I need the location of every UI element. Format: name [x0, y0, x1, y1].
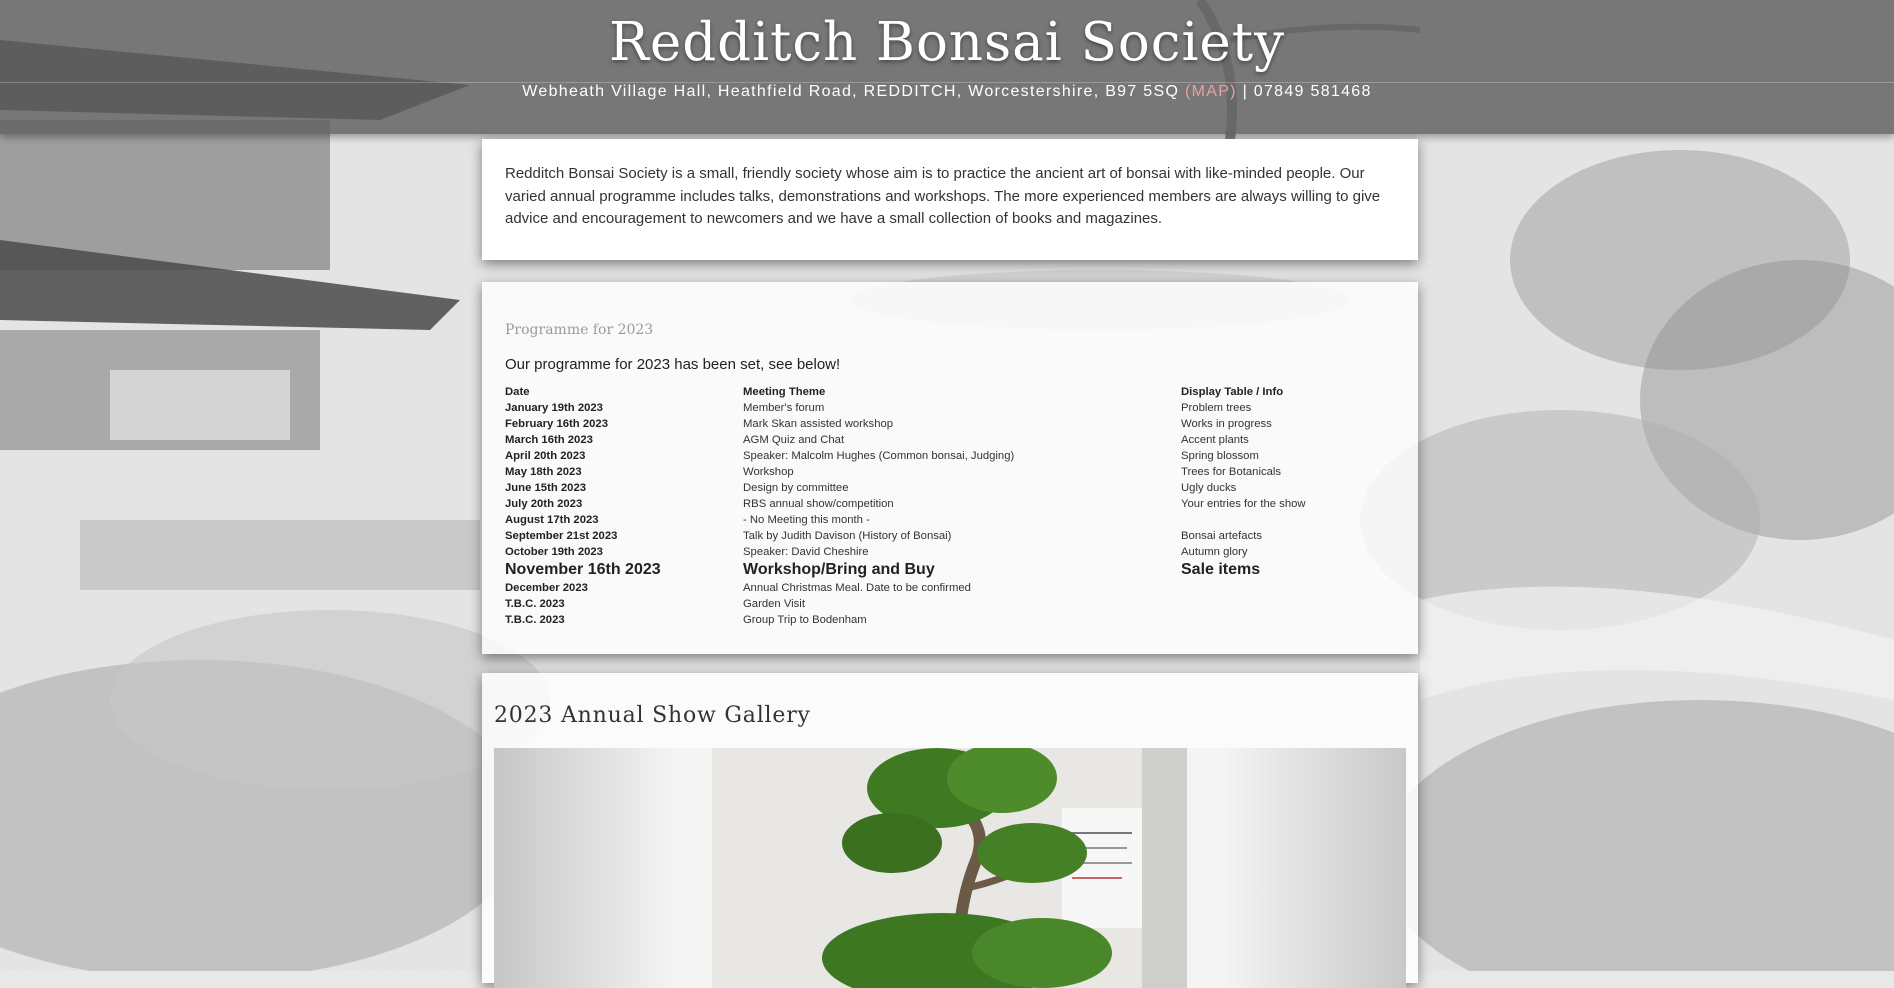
table-row — [505, 580, 1381, 596]
row-date: January 19th 2023 — [505, 402, 603, 414]
row-theme: Mark Skan assisted workshop — [743, 418, 894, 430]
intro-text: Redditch Bonsai Society is a small, friendly society whose aim is to practice the ancient art of bonsai with like-minded people. Our varied annual programme includes talks, demonstrations and workshops. The more experienced members are always willing to give advice and encouragement to newcomers and we have a small collection of books and magazines. — [505, 165, 1381, 227]
row-info — [1181, 512, 1381, 528]
programme-table — [505, 384, 1381, 628]
column-header-theme: Meeting Theme — [743, 386, 826, 398]
map-link[interactable]: (MAP) — [1184, 83, 1237, 100]
row-date: October 19th 2023 — [505, 546, 603, 558]
row-date: November 16th 2023 — [505, 561, 661, 578]
row-info: Your entries for the show — [1181, 498, 1306, 510]
table-row — [505, 416, 1381, 432]
row-info: Problem trees — [1181, 402, 1252, 414]
row-date: May 18th 2023 — [505, 466, 582, 478]
site-title[interactable]: Redditch Bonsai Society — [608, 12, 1286, 73]
row-date: September 21st 2023 — [505, 530, 618, 542]
address-text: Webheath Village Hall, Heathfield Road, REDDITCH, Worcestershire, B97 5SQ — [522, 83, 1180, 100]
row-theme: Workshop — [743, 466, 794, 478]
row-info — [1181, 612, 1381, 628]
row-theme: Talk by Judith Davison (History of Bonsai) — [743, 530, 952, 542]
header-divider — [0, 82, 1894, 83]
table-row — [505, 596, 1381, 612]
table-row — [505, 400, 1381, 416]
row-info: Accent plants — [1181, 434, 1249, 446]
row-date: T.B.C. 2023 — [505, 614, 565, 626]
row-date: T.B.C. 2023 — [505, 598, 565, 610]
row-theme: Design by committee — [743, 482, 849, 494]
row-info: Ugly ducks — [1181, 482, 1237, 494]
table-row — [505, 496, 1381, 512]
row-date: June 15th 2023 — [505, 482, 587, 494]
row-date: March 16th 2023 — [505, 434, 593, 446]
table-row — [505, 448, 1381, 464]
row-theme: Annual Christmas Meal. Date to be confirmed — [743, 582, 971, 594]
table-row-highlighted — [505, 560, 1381, 580]
gallery-card — [482, 673, 1418, 983]
row-info: Works in progress — [1181, 418, 1272, 430]
table-row — [505, 480, 1381, 496]
row-info: Bonsai artefacts — [1181, 530, 1263, 542]
row-date: July 20th 2023 — [505, 498, 583, 510]
table-row — [505, 544, 1381, 560]
row-info: Autumn glory — [1181, 546, 1248, 558]
row-info: Trees for Botanicals — [1181, 466, 1282, 478]
row-date: December 2023 — [505, 582, 588, 594]
table-header-row — [505, 384, 1381, 400]
row-theme: Member's forum — [743, 402, 825, 414]
row-info — [1181, 596, 1381, 612]
header-contact-line — [0, 83, 1894, 101]
column-header-info: Display Table / Info — [1181, 386, 1284, 398]
row-theme: Speaker: David Cheshire — [743, 546, 869, 558]
programme-card — [482, 282, 1418, 654]
programme-intro: Our programme for 2023 has been set, see below! — [505, 356, 841, 373]
row-info: Sale items — [1181, 561, 1261, 578]
row-theme: - No Meeting this month - — [743, 514, 870, 526]
table-row — [505, 512, 1381, 528]
bonsai-photo[interactable] — [712, 748, 1187, 988]
intro-card — [482, 139, 1418, 260]
phone-text: | 07849 581468 — [1242, 83, 1372, 100]
gallery-slideshow[interactable] — [494, 748, 1406, 988]
table-row — [505, 528, 1381, 544]
row-theme: Garden Visit — [743, 598, 805, 610]
table-row — [505, 612, 1381, 628]
row-theme: RBS annual show/competition — [743, 498, 894, 510]
row-info — [1181, 580, 1381, 596]
site-header — [0, 0, 1894, 134]
table-row — [505, 464, 1381, 480]
row-theme: Group Trip to Bodenham — [743, 614, 867, 626]
column-header-date: Date — [505, 386, 530, 398]
row-date: August 17th 2023 — [505, 514, 599, 526]
row-date: February 16th 2023 — [505, 418, 608, 430]
row-theme: Speaker: Malcolm Hughes (Common bonsai, Judging) — [743, 450, 1015, 462]
programme-title: Programme for 2023 — [505, 322, 654, 338]
table-row — [505, 432, 1381, 448]
row-date: April 20th 2023 — [505, 450, 586, 462]
row-info: Spring blossom — [1181, 450, 1259, 462]
row-theme: Workshop/Bring and Buy — [743, 561, 935, 578]
gallery-title: 2023 Annual Show Gallery — [494, 703, 811, 728]
row-theme: AGM Quiz and Chat — [743, 434, 845, 446]
